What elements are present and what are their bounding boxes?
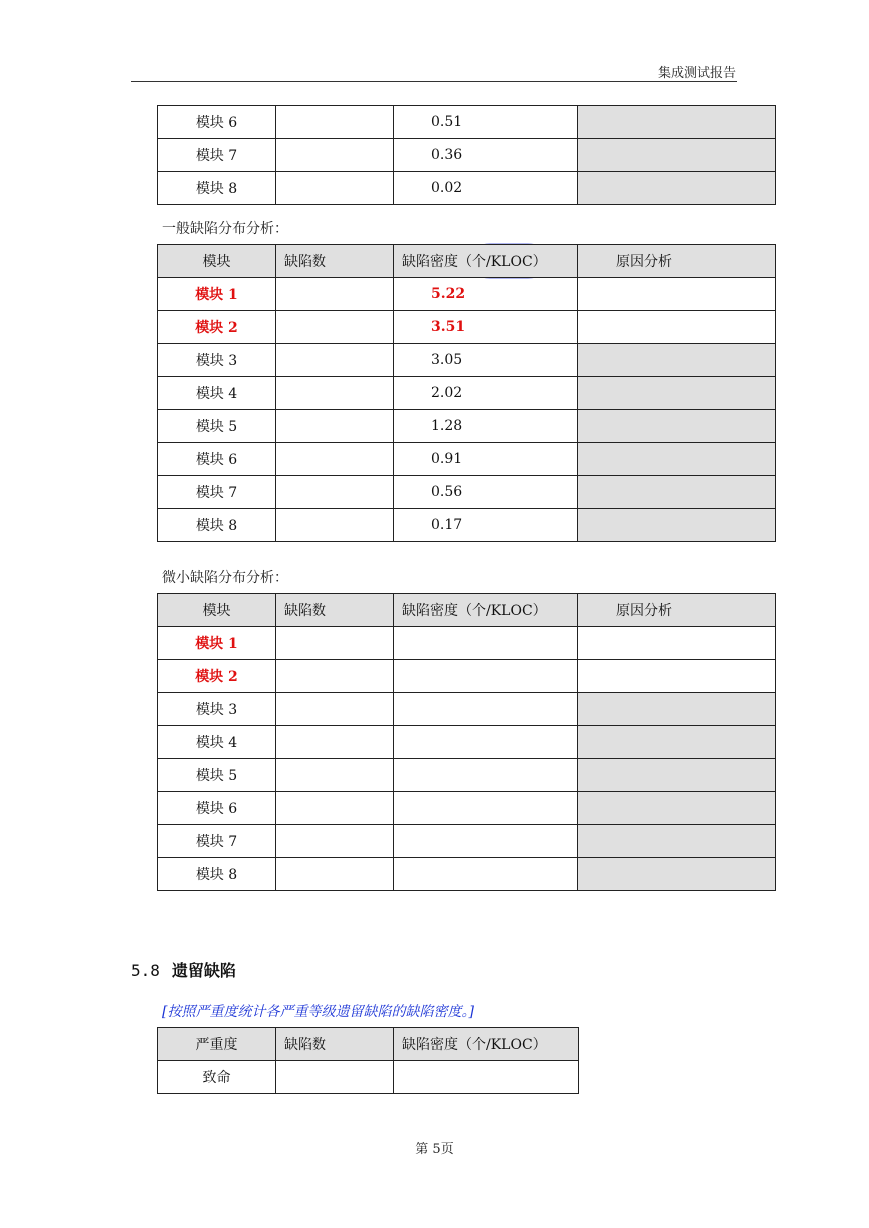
cell-defect-density: 0.36 (394, 139, 578, 172)
cell-defect-density: 5.22 (394, 278, 578, 311)
cell-module: 模块 8 (158, 172, 276, 205)
header-defect-count: 缺陷数 (276, 594, 394, 627)
general-defect-table (157, 244, 776, 542)
cell-defect-density: 3.51 (394, 311, 578, 344)
instruction-note: [按照严重度统计各严重等级遗留缺陷的缺陷密度。] (162, 1004, 474, 1020)
table-row (158, 410, 776, 443)
table-header-row (158, 594, 776, 627)
cell-defect-density: 0.02 (394, 172, 578, 205)
cell-defect-count (276, 476, 394, 509)
cell-defect-count (276, 278, 394, 311)
cell-cause-analysis (578, 792, 776, 825)
cell-module: 模块 7 (158, 825, 276, 858)
cell-cause-analysis (578, 627, 776, 660)
cell-module: 模块 1 (158, 278, 276, 311)
header-severity: 严重度 (158, 1028, 276, 1061)
cell-defect-density (394, 693, 578, 726)
cell-module: 模块 6 (158, 443, 276, 476)
cell-defect-density: 0.17 (394, 509, 578, 542)
cell-module: 模块 5 (158, 410, 276, 443)
table-row (158, 825, 776, 858)
section-number: 5.8 (131, 961, 160, 980)
cell-module: 模块 7 (158, 476, 276, 509)
table-header-row (158, 1028, 579, 1061)
cell-defect-count (276, 627, 394, 660)
section-title: 遗留缺陷 (171, 961, 236, 980)
cell-cause-analysis (578, 311, 776, 344)
minor-defect-table (157, 593, 776, 891)
table-row (158, 172, 776, 205)
cell-defect-count (276, 311, 394, 344)
cell-defect-count (276, 509, 394, 542)
table-row (158, 726, 776, 759)
header-module: 模块 (158, 594, 276, 627)
page-number: 第 5页 (415, 1142, 454, 1157)
cell-cause-analysis (578, 344, 776, 377)
cell-cause-analysis (578, 759, 776, 792)
cell-module: 模块 2 (158, 660, 276, 693)
header-cause-analysis: 原因分析 (578, 594, 776, 627)
header-module: 模块 (158, 245, 276, 278)
cell-defect-density (394, 627, 578, 660)
table-row (158, 106, 776, 139)
cell-cause-analysis (578, 278, 776, 311)
cell-cause-analysis (578, 726, 776, 759)
cell-defect-count (276, 344, 394, 377)
residual-defect-table (157, 1027, 579, 1094)
cell-defect-density: 1.28 (394, 410, 578, 443)
section-heading (131, 958, 236, 981)
cell-cause-analysis (578, 693, 776, 726)
cell-defect-density: 0.56 (394, 476, 578, 509)
table-row (158, 509, 776, 542)
cell-module: 模块 8 (158, 509, 276, 542)
cell-defect-count (276, 660, 394, 693)
cell-cause-analysis (578, 139, 776, 172)
table-row (158, 660, 776, 693)
cell-cause-analysis (578, 106, 776, 139)
header-cause-analysis: 原因分析 (578, 245, 776, 278)
cell-module: 模块 7 (158, 139, 276, 172)
cell-cause-analysis (578, 377, 776, 410)
cell-module: 模块 8 (158, 858, 276, 891)
cell-module: 模块 3 (158, 693, 276, 726)
cell-defect-count (276, 106, 394, 139)
cell-defect-density: 0.51 (394, 106, 578, 139)
table-row (158, 278, 776, 311)
table-row (158, 443, 776, 476)
critical-defect-table-continued (157, 105, 776, 205)
cell-module: 模块 6 (158, 792, 276, 825)
cell-defect-density (394, 825, 578, 858)
cell-cause-analysis (578, 410, 776, 443)
cell-defect-count (276, 858, 394, 891)
table-row (158, 377, 776, 410)
cell-defect-count (276, 1061, 394, 1094)
table-row (158, 344, 776, 377)
cell-defect-density: 3.05 (394, 344, 578, 377)
general-defect-caption: 一般缺陷分布分析： (162, 221, 288, 237)
cell-defect-density (394, 792, 578, 825)
cell-module: 模块 3 (158, 344, 276, 377)
table-row (158, 311, 776, 344)
cell-module: 模块 4 (158, 726, 276, 759)
cell-defect-count (276, 792, 394, 825)
cell-defect-density (394, 726, 578, 759)
cell-cause-analysis (578, 825, 776, 858)
minor-defect-caption: 微小缺陷分布分析： (162, 570, 288, 586)
table-row (158, 792, 776, 825)
table-row (158, 1061, 579, 1094)
cell-defect-density: 0.91 (394, 443, 578, 476)
cell-module: 模块 4 (158, 377, 276, 410)
cell-cause-analysis (578, 660, 776, 693)
cell-module: 模块 2 (158, 311, 276, 344)
cell-cause-analysis (578, 476, 776, 509)
cell-severity: 致命 (158, 1061, 276, 1094)
table-row (158, 627, 776, 660)
table-row (158, 759, 776, 792)
cell-defect-count (276, 172, 394, 205)
table-row (158, 693, 776, 726)
cell-defect-count (276, 693, 394, 726)
cell-defect-count (276, 139, 394, 172)
cell-cause-analysis (578, 509, 776, 542)
cell-defect-count (276, 410, 394, 443)
cell-defect-density (394, 1061, 579, 1094)
cell-defect-count (276, 825, 394, 858)
cell-defect-count (276, 726, 394, 759)
table-row (158, 858, 776, 891)
table-row (158, 476, 776, 509)
header-divider (131, 81, 737, 82)
cell-module: 模块 1 (158, 627, 276, 660)
table-header-row (158, 245, 776, 278)
cell-module: 模块 6 (158, 106, 276, 139)
header-defect-density: 缺陷密度（个/KLOC） (394, 245, 578, 278)
cell-defect-count (276, 377, 394, 410)
cell-defect-count (276, 759, 394, 792)
cell-module: 模块 5 (158, 759, 276, 792)
cell-defect-density (394, 759, 578, 792)
cell-cause-analysis (578, 172, 776, 205)
header-defect-density: 缺陷密度（个/KLOC） (394, 1028, 579, 1061)
header-defect-count: 缺陷数 (276, 245, 394, 278)
cell-defect-density: 2.02 (394, 377, 578, 410)
cell-defect-count (276, 443, 394, 476)
cell-cause-analysis (578, 858, 776, 891)
cell-defect-density (394, 858, 578, 891)
cell-defect-density (394, 660, 578, 693)
table-row (158, 139, 776, 172)
header-defect-density: 缺陷密度（个/KLOC） (394, 594, 578, 627)
document-header-title: 集成测试报告 (657, 66, 736, 81)
header-defect-count: 缺陷数 (276, 1028, 394, 1061)
cell-cause-analysis (578, 443, 776, 476)
